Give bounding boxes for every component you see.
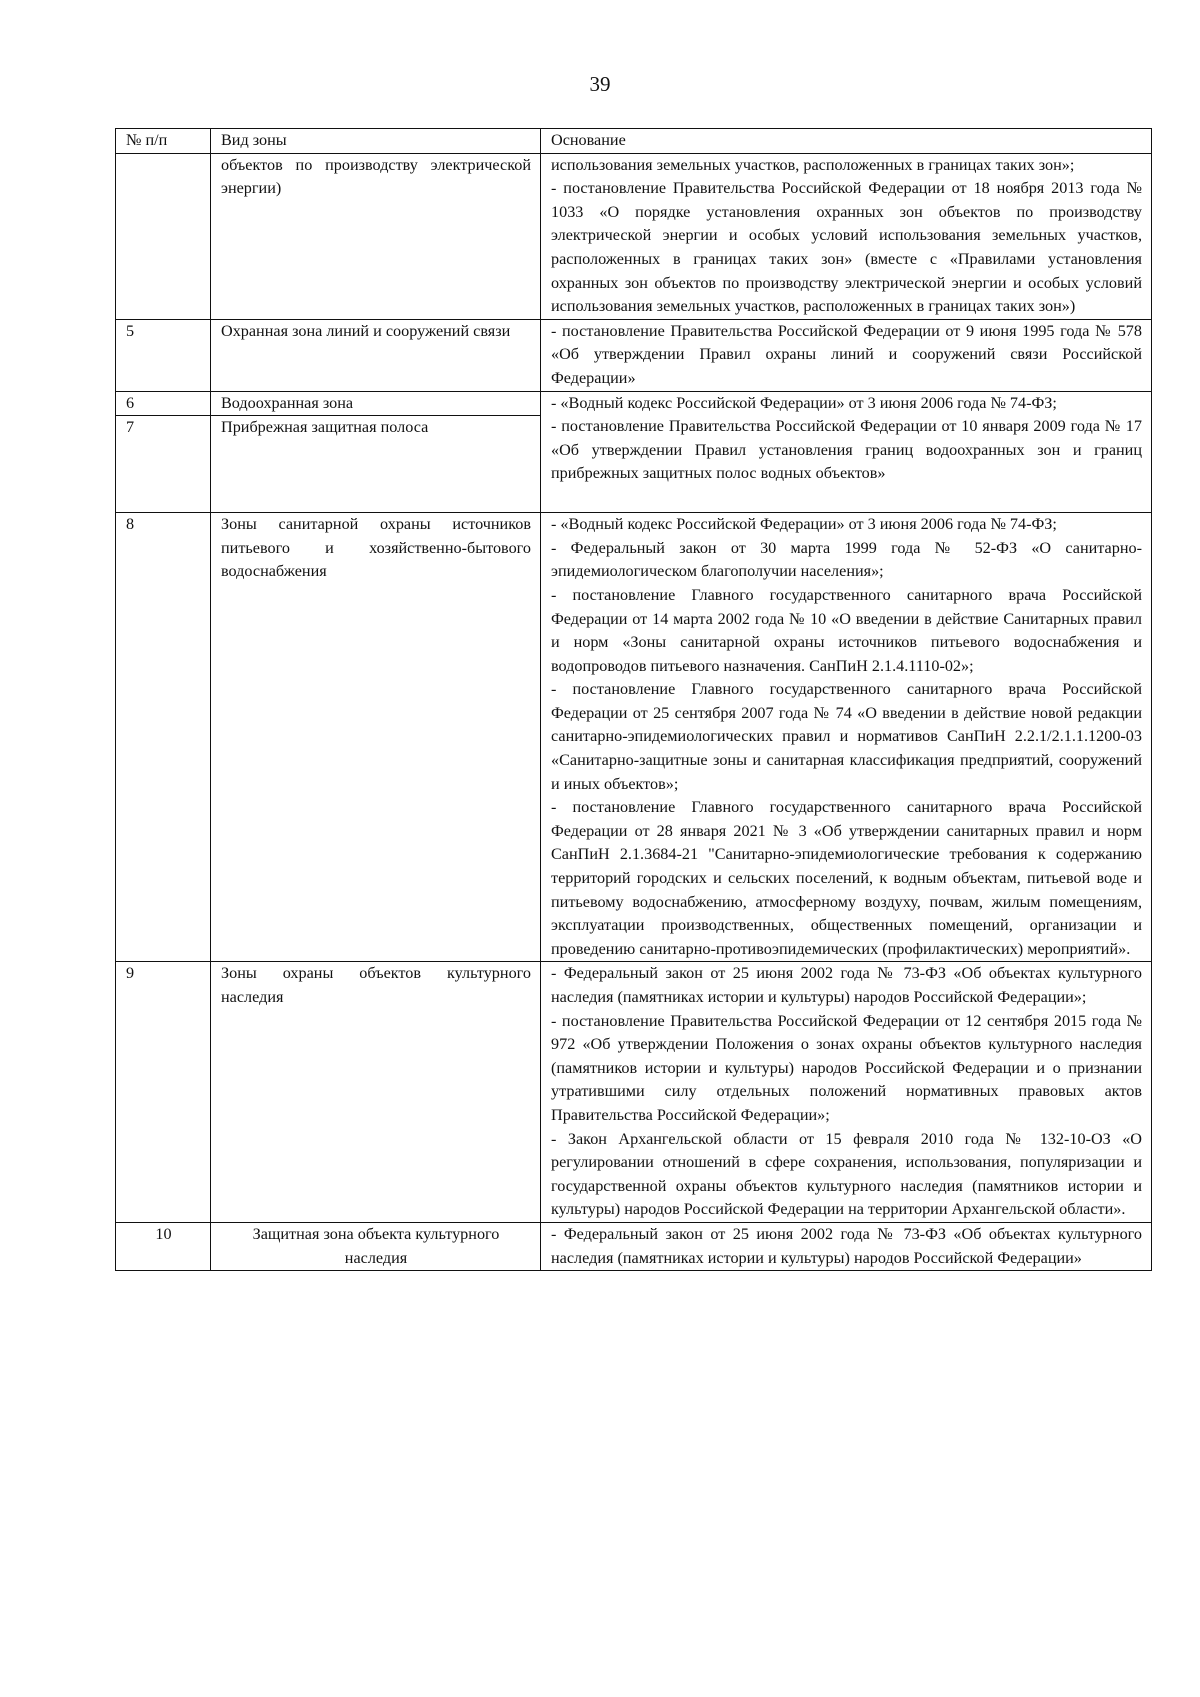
legal-basis xyxy=(541,962,1152,1223)
basis-paragraph: - постановление Главного государственного санитарного врача Российской Федерации от 14 марта 2002 года № 10 «О введении в действие Санитарных правил и норм «Зоны санитарной охраны источников питьевого водоснабжения и водопроводов питьевого назначения. СанПиН 2.1.4.1110-02»; xyxy=(551,585,1142,675)
basis-paragraph: - постановление Правительства Российской Федерации от 18 ноября 2013 года № 1033 «О порядке установления охранных зон объектов по производству электрической энергии и особых условий использования земельных участков, расположенных в границах таких зон» (вместе с «Правилами установления охранных зон объектов по производству электрической энергии и особых условий использования земельных участков, расположенных в границах таких зон») xyxy=(551,179,1142,316)
page-number: 39 xyxy=(589,72,611,96)
zone-type: Зоны санитарной охраны источников питьевого и хозяйственно-бытового водоснабжения xyxy=(211,513,541,962)
row-number: 7 xyxy=(116,416,211,513)
zones-table xyxy=(115,128,1152,1271)
zone-type: Зоны охраны объектов культурного наследия xyxy=(211,962,541,1223)
zone-type: Защитная зона объекта культурного наследия xyxy=(211,1222,541,1270)
zone-type: Водоохранная зона xyxy=(211,391,541,416)
row-number: 10 xyxy=(116,1222,211,1270)
legal-basis xyxy=(541,1222,1152,1270)
header-zone: Вид зоны xyxy=(211,129,541,154)
basis-paragraph: - постановление Правительства Российской Федерации от 9 июня 1995 года № 578 «Об утверждении Правил охраны линий и сооружений связи Российской Федерации» xyxy=(551,321,1142,387)
row-number: 5 xyxy=(116,319,211,391)
legal-basis xyxy=(541,513,1152,962)
table-row xyxy=(116,319,1152,391)
legal-basis xyxy=(541,153,1152,319)
table-row xyxy=(116,391,1152,416)
basis-paragraph: - Федеральный закон от 25 июня 2002 года № 73-ФЗ «Об объектах культурного наследия (памятниках истории и культуры) народов Российской Федерации» xyxy=(551,1224,1142,1267)
basis-paragraph: - «Водный кодекс Российской Федерации» от 3 июня 2006 года № 74-ФЗ; xyxy=(551,393,1057,412)
legal-basis xyxy=(541,319,1152,391)
header-num: № п/п xyxy=(116,129,211,154)
zone-type: Охранная зона линий и сооружений связи xyxy=(211,319,541,391)
legal-basis xyxy=(541,391,1152,513)
row-number: 9 xyxy=(116,962,211,1223)
row-number: 6 xyxy=(116,391,211,416)
row-number xyxy=(116,153,211,319)
basis-paragraph: - постановление Правительства Российской Федерации от 12 сентября 2015 года № 972 «Об утверждении Положения о зонах охраны объектов культурного наследия (памятников истории и культуры) народов Российской Федерации и о признании утратившими силу отдельных положений нормативных правовых актов Правительства Российской Федерации»; xyxy=(551,1011,1142,1124)
row-number: 8 xyxy=(116,513,211,962)
table-row xyxy=(116,153,1152,319)
basis-paragraph: - Федеральный закон от 25 июня 2002 года № 73-ФЗ «Об объектах культурного наследия (памятниках истории и культуры) народов Российской Федерации»; xyxy=(551,964,1142,1006)
basis-paragraph: - постановление Главного государственного санитарного врача Российской Федерации от 25 сентября 2007 года № 74 «О введении в действие новой редакции санитарно-эпидемиологических правил и нормативов СанПиН 2.2.1/2.1.1.1200-03 «Санитарно-защитные зоны и санитарная классификация предприятий, сооружений и иных объектов»; xyxy=(551,680,1142,793)
table-header-row xyxy=(116,129,1152,154)
table-row xyxy=(116,513,1152,962)
zone-type: объектов по производству электрической энергии) xyxy=(211,153,541,319)
basis-paragraph: - постановление Главного государственного санитарного врача Российской Федерации от 28 января 2021 № 3 «Об утверждении санитарных правил и норм СанПиН 2.1.3684-21 "Санитарно-эпидемиологические требования к содержанию территорий городских и сельских поселений, к водным объектам, питьевой воде и питьевому водоснабжению, атмосферному воздуху, почвам, жилым помещениям, эксплуатации производственных, общественных помещений, организации и проведению санитарно-противоэпидемических (профилактических) мероприятий». xyxy=(551,798,1142,958)
basis-paragraph: использования земельных участков, расположенных в границах таких зон»; xyxy=(551,155,1075,174)
basis-paragraph: - Закон Архангельской области от 15 февраля 2010 года № 132-10-ОЗ «О регулировании отношений в сфере сохранения, использования, популяризации и государственной охраны объектов культурного наследия (памятников истории и культуры) народов Российской Федерации на территории Архангельской области». xyxy=(551,1129,1142,1219)
table-row xyxy=(116,1222,1152,1270)
table-row xyxy=(116,962,1152,1223)
zone-type: Прибрежная защитная полоса xyxy=(211,416,541,513)
basis-paragraph: - «Водный кодекс Российской Федерации» от 3 июня 2006 года № 74-ФЗ; xyxy=(551,515,1057,534)
basis-paragraph: - постановление Правительства Российской Федерации от 10 января 2009 года № 17 «Об утверждении Правил установления границ водоохранных зон и границ прибрежных защитных полос водных объектов» xyxy=(551,417,1142,483)
header-basis: Основание xyxy=(541,129,1152,154)
basis-paragraph: - Федеральный закон от 30 марта 1999 года № 52-ФЗ «О санитарно-эпидемиологическом благополучии населения»; xyxy=(551,538,1142,581)
